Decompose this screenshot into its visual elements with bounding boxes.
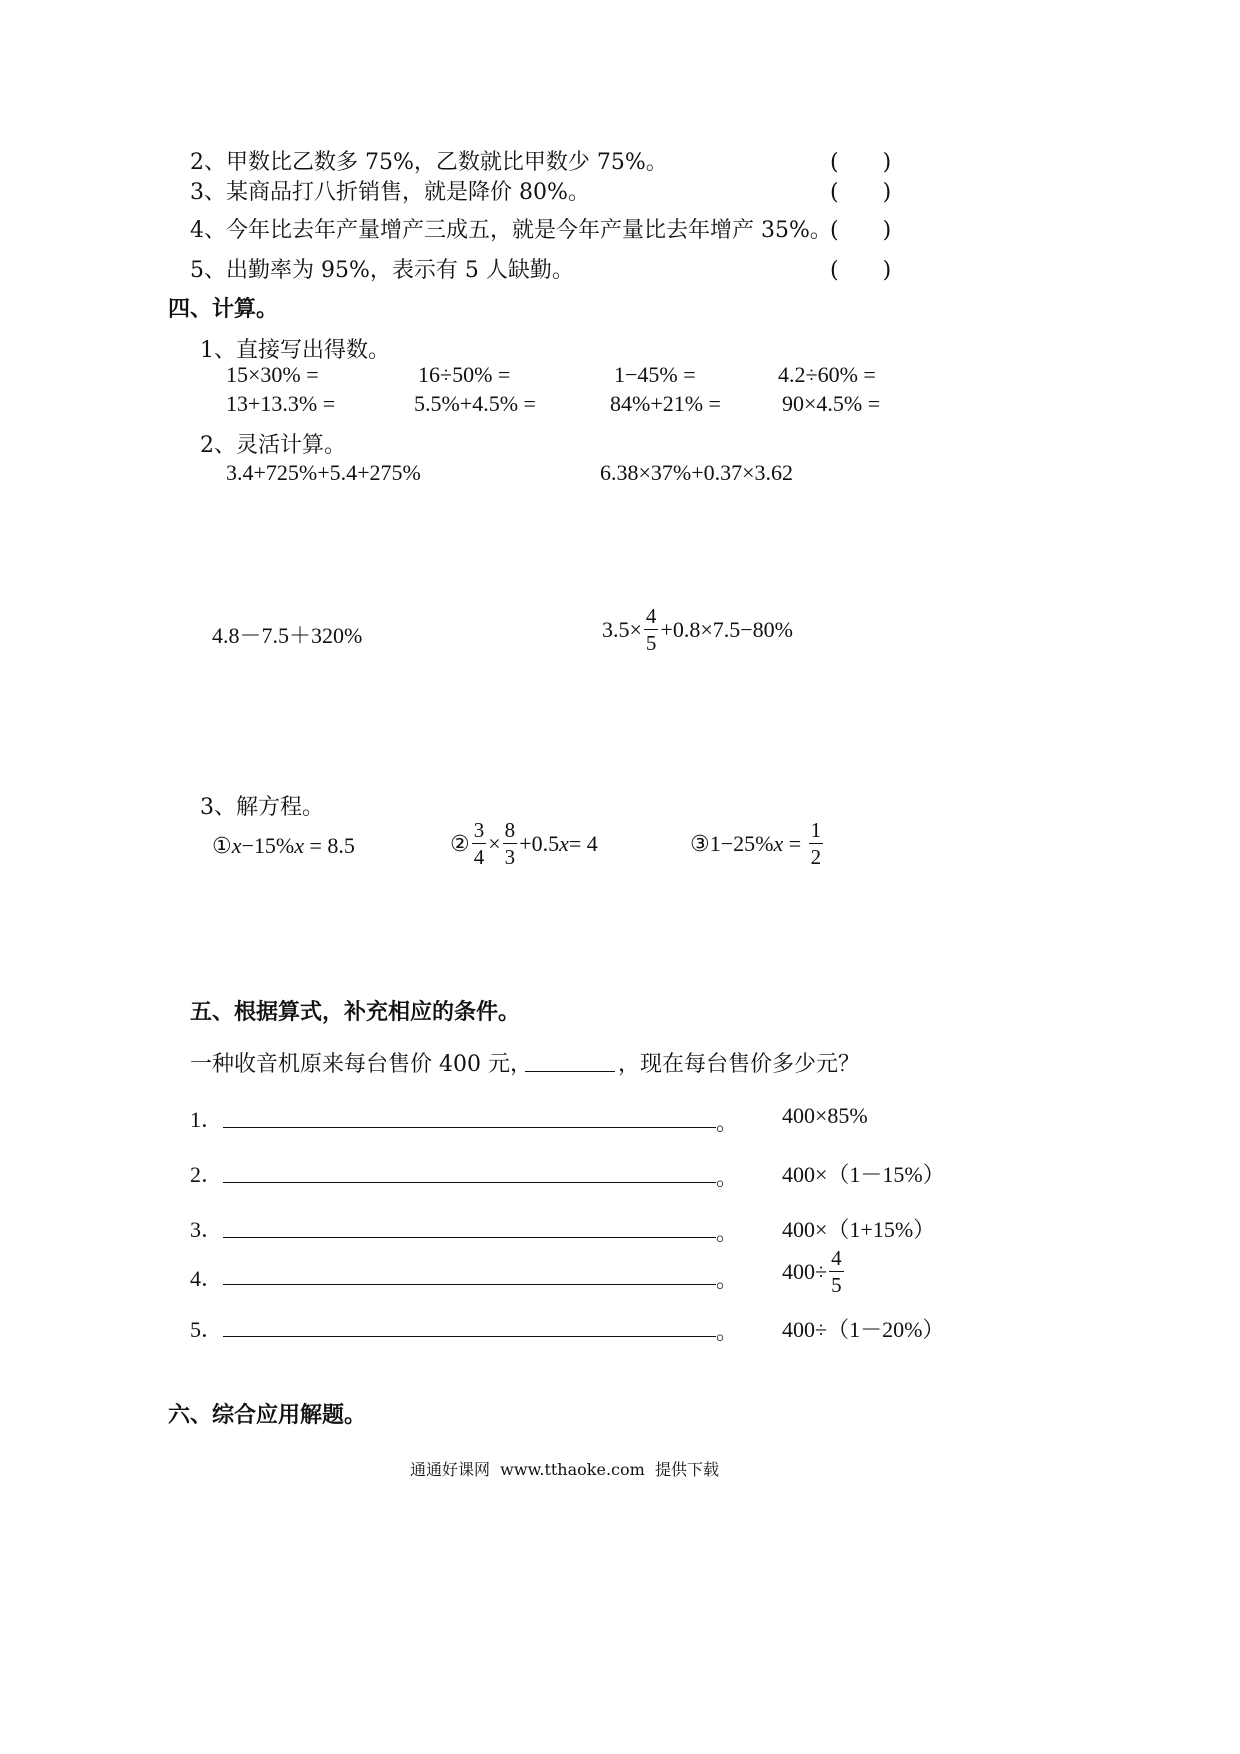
variable-x: x [231,833,242,858]
direct-calc-2: 16÷50% = [418,362,511,387]
condition-blank-3[interactable] [223,1237,716,1238]
direct-calc-5: 13+13.3% = [226,391,336,416]
section-six-heading: 六、综合应用解题。 [168,1402,367,1428]
flex-calc-4-post: +0.8×7.5−80% [660,617,793,642]
equation-2-mid: +0.5 [519,831,560,856]
equation-1-rhs: = 8.5 [304,833,355,858]
condition-formula-5: 400÷（1－20%） [782,1317,945,1342]
condition-period-5: 。 [716,1320,739,1345]
answer-paren-3[interactable]: ( ) [830,180,892,205]
fraction [472,820,487,868]
condition-period-3: 。 [716,1221,739,1246]
circled-number-1: ① [212,834,232,859]
answer-paren-2[interactable]: ( ) [830,150,892,175]
fraction [644,606,659,654]
condition-period-4: 。 [716,1268,739,1293]
condition-number-1: 1． [190,1107,224,1132]
section-five-heading: 五、根据算式，补充相应的条件。 [190,999,521,1025]
conditions-stem-start: 一种收音机原来每台售价 400 元， [190,1052,532,1077]
flex-calc-4-pre: 3.5× [602,617,642,642]
condition-period-2: 。 [716,1166,739,1191]
flex-calc-title: 2、灵活计算。 [200,433,346,458]
answer-paren-5[interactable]: ( ) [830,258,892,283]
equation-3 [690,820,825,868]
direct-calc-6: 5.5%+4.5% = [414,391,536,416]
flex-calc-4 [602,606,793,654]
direct-calc-1: 15×30% = [226,362,319,387]
direct-calc-8: 90×4.5% = [782,391,881,416]
condition-blank-5[interactable] [223,1336,716,1337]
direct-calc-title: 1、直接写出得数。 [200,338,390,363]
condition-formula-4 [782,1248,846,1296]
denominator: 5 [831,1273,842,1297]
page-footer: 通通好课网 www.tthaoke.com 提供下载 [410,1460,719,1479]
fraction [503,820,518,868]
judge-item-2: 2、甲数比乙数多 75%，乙数就比甲数少 75%。 [190,150,668,175]
answer-paren-4[interactable]: ( ) [830,218,892,243]
condition-number-5: 5． [190,1317,224,1342]
denominator: 5 [645,631,657,655]
condition-formula-1: 400×85% [782,1103,868,1128]
condition-blank-4[interactable] [223,1284,716,1285]
condition-number-2: 2． [190,1162,224,1187]
flex-calc-3: 4.8－7.5＋320% [212,623,363,648]
section-four-heading: 四、计算。 [168,296,279,322]
numerator: 1 [810,818,822,842]
times-sign: × [488,831,501,856]
denominator: 3 [504,845,516,869]
variable-x: x [294,833,304,858]
stem-blank[interactable] [525,1071,615,1072]
flex-calc-2: 6.38×37%+0.37×3.62 [600,460,794,485]
direct-calc-3: 1−45% = [614,362,696,387]
condition-number-4: 4． [190,1266,224,1291]
circled-number-3: ③ [690,831,710,857]
condition-period-1: 。 [716,1111,739,1136]
numerator: 4 [831,1246,842,1270]
denominator: 2 [810,845,822,869]
condition-formula-2: 400×（1－15%） [782,1162,945,1187]
judge-item-4: 4、今年比去年产量增产三成五，就是今年产量比去年增产 35%。 [190,218,832,243]
fraction [829,1248,844,1296]
condition-blank-2[interactable] [223,1182,716,1183]
equation-1 [212,833,355,859]
condition-formula-3: 400×（1+15%） [782,1217,936,1242]
condition-formula-4-pre: 400÷ [782,1259,828,1284]
circled-number-2: ② [450,831,470,857]
numerator: 3 [473,818,485,842]
equation-2-rhs: = 4 [568,831,598,856]
judge-item-5: 5、出勤率为 95%，表示有 5 人缺勤。 [190,258,574,283]
variable-x: x [559,831,569,856]
direct-calc-4: 4.2÷60% = [778,362,876,387]
variable-x: x [773,831,784,856]
numerator: 4 [645,604,657,628]
denominator: 4 [473,845,485,869]
fraction [809,820,824,868]
equals-sign: = [783,831,807,856]
equation-2 [450,820,598,868]
direct-calc-7: 84%+21% = [610,391,721,416]
condition-number-3: 3． [190,1217,224,1242]
equations-title: 3、解方程。 [200,795,324,820]
numerator: 8 [504,818,516,842]
judge-item-3: 3、某商品打八折销售，就是降价 80%。 [190,180,590,205]
equation-3-lhs: 1−25% [709,831,774,856]
condition-blank-1[interactable] [223,1127,716,1128]
flex-calc-1: 3.4+725%+5.4+275% [226,460,421,485]
equation-1-part: −15% [241,833,295,858]
conditions-stem-end: ，现在每台售价多少元？ [618,1052,861,1077]
